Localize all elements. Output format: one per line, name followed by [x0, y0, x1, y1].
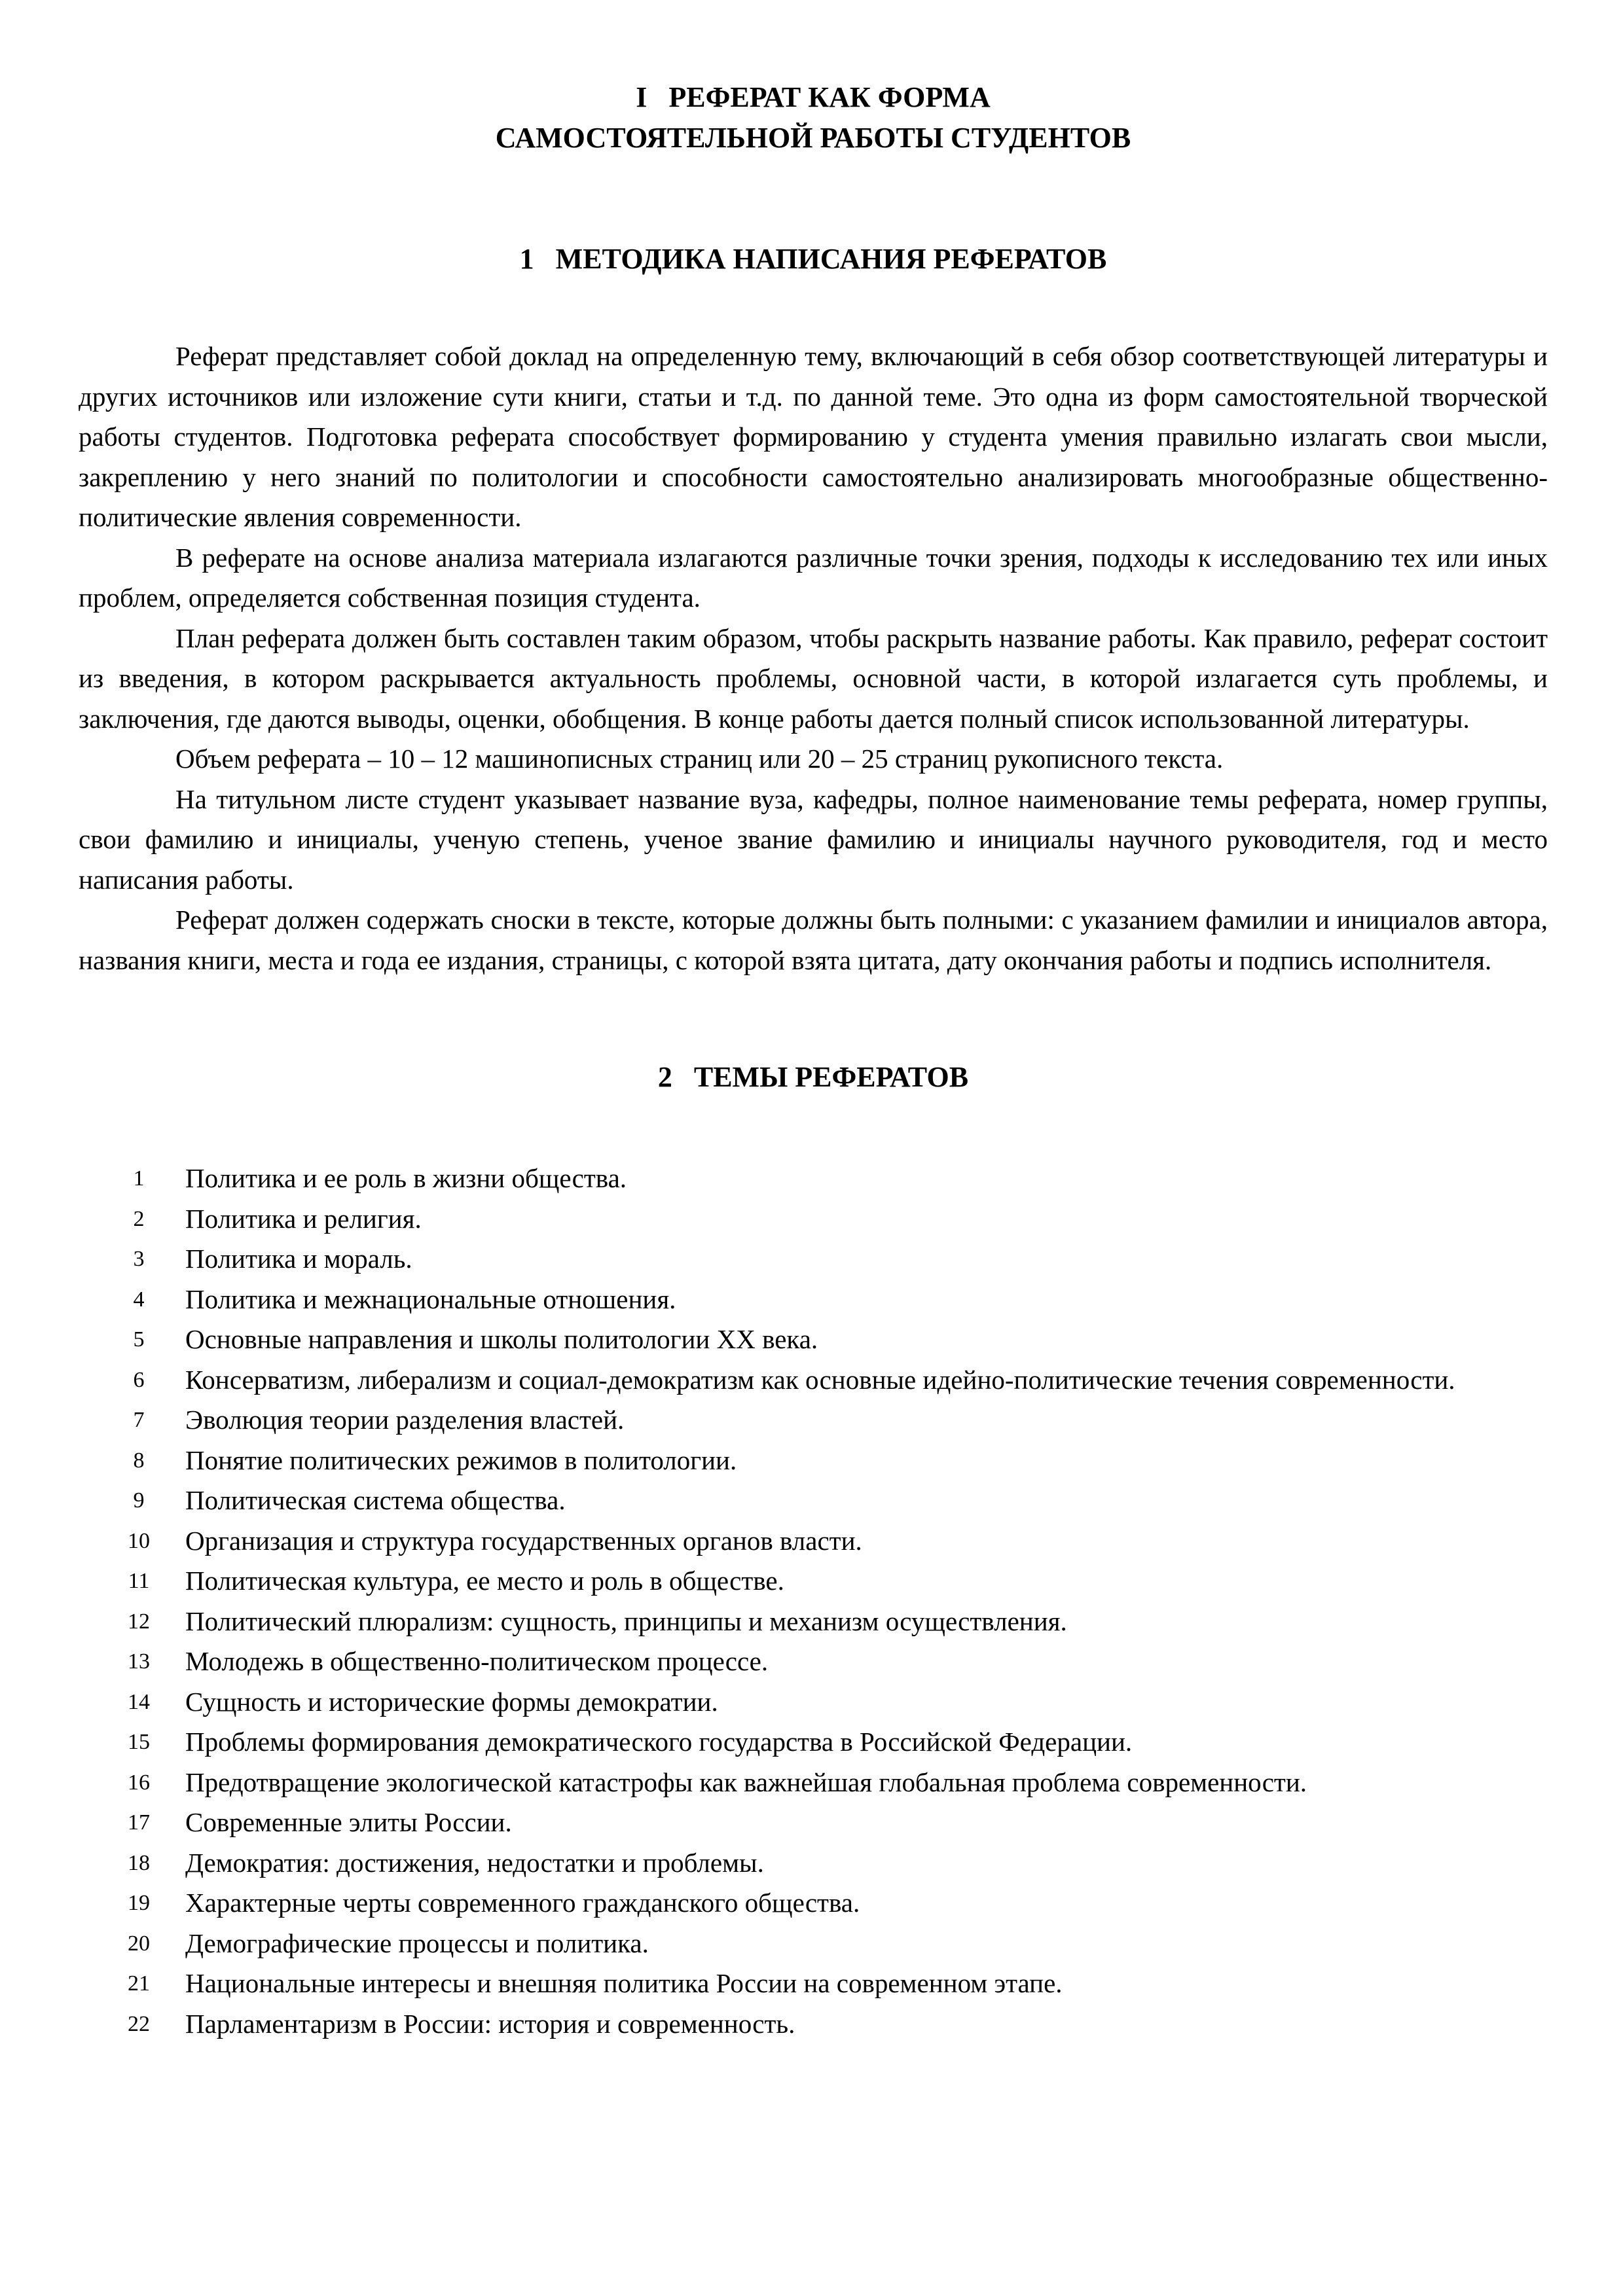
list-item — [79, 1964, 1548, 2004]
topic-number: 8 — [133, 1448, 145, 1473]
topic-text: Предотвращение экологической катастрофы как важнейшая глобальная проблема современности. — [185, 1767, 1307, 1797]
paragraph: Объем реферата – 10 – 12 машинописных страниц или 20 – 25 страниц рукописного текста. — [175, 744, 1224, 774]
topic-text: Демографические процессы и политика. — [185, 1928, 649, 1958]
topic-text: Демократия: достижения, недостатки и проблемы. — [185, 1847, 764, 1878]
topic-number: 2 — [133, 1206, 145, 1231]
paragraph: В реферате на основе анализа материала излагаются различные точки зрения, подходы к исследованию тех или иных проблем, определяется собственная позиция студента. — [79, 542, 1548, 613]
topic-number: 3 — [133, 1247, 145, 1271]
chapter-title — [79, 77, 1548, 158]
paragraph: На титульном листе студент указывает название вуза, кафедры, полное наименование темы реферата, номер группы, свои фамилию и инициалы, ученую степень, ученое звание фамилию и инициалы научного руководителя, год и место написания работы. — [79, 783, 1548, 895]
list-item — [79, 1199, 1548, 1240]
topic-number: 22 — [128, 2011, 150, 2036]
topic-text: Политика и ее роль в жизни общества. — [185, 1163, 627, 1193]
list-item — [79, 1400, 1548, 1441]
paragraph: Реферат представляет собой доклад на определенную тему, включающий в себя обзор соответствующей литературы и других источников или изложение сути книги, статьи и т.д. по данной теме. Это одна из форм самостоятельной творческой работы студентов. Подготовка реферата способствует формированию у студента умения правильно излагать свои мысли, закреплению у него знаний по политологии и способности самостоятельно анализировать многообразные общественно-политические явления современности. — [79, 341, 1548, 532]
topic-text: Политика и религия. — [185, 1203, 422, 1234]
topic-number: 13 — [128, 1649, 150, 1674]
topic-text: Сущность и исторические формы демократии. — [185, 1686, 718, 1717]
topic-number: 20 — [128, 1931, 150, 1956]
list-item — [79, 1924, 1548, 1964]
topic-number: 18 — [128, 1850, 150, 1875]
topic-text: Молодежь в общественно-политическом процессе. — [185, 1646, 769, 1676]
topic-text: Политическая система общества. — [185, 1485, 566, 1515]
section-1-title: 1 МЕТОДИКА НАПИСАНИЯ РЕФЕРАТОВ — [519, 243, 1107, 275]
document-page — [79, 77, 1548, 2054]
topic-text: Характерные черты современного гражданского общества. — [185, 1888, 860, 1918]
topic-number: 15 — [128, 1730, 150, 1754]
list-item — [79, 1480, 1548, 1521]
topic-number: 21 — [128, 1971, 150, 1996]
topic-number: 7 — [133, 1408, 145, 1432]
topic-text: Проблемы формирования демократического государства в Российской Федерации. — [185, 1727, 1133, 1757]
section-2-title: 2 ТЕМЫ РЕФЕРАТОВ — [657, 1061, 969, 1093]
topic-number: 4 — [133, 1287, 145, 1312]
topic-number: 19 — [128, 1891, 150, 1915]
topic-number: 16 — [128, 1770, 150, 1795]
topic-number: 12 — [128, 1609, 150, 1634]
topic-text: Понятие политических режимов в политологии. — [185, 1444, 737, 1475]
topic-number: 10 — [128, 1528, 150, 1553]
topic-number: 11 — [128, 1569, 150, 1593]
topic-text: Национальные интересы и внешняя политика России на современном этапе. — [185, 1968, 1063, 1998]
list-item — [79, 1319, 1548, 1360]
list-item — [79, 1158, 1548, 1199]
chapter-title-line-1: I РЕФЕРАТ КАК ФОРМА — [636, 81, 991, 113]
topic-text: Консерватизм, либерализм и социал-демократизм как основные идейно-политические течения современности. — [185, 1364, 1455, 1395]
list-item — [79, 1602, 1548, 1642]
paragraph: Реферат должен содержать сноски в тексте, которые должны быть полными: с указанием фамилии и инициалов автора, названия книги, места и года ее издания, страницы, с которой взята цитата, дату окончания работы и подпись исполнителя. — [79, 905, 1548, 975]
topic-list — [79, 1158, 1548, 2044]
topic-text: Политический плюрализм: сущность, принципы и механизм осуществления. — [185, 1605, 1067, 1636]
list-item — [79, 1682, 1548, 1723]
list-item — [79, 1521, 1548, 1562]
section-1-body — [79, 336, 1548, 980]
topic-text: Парламентаризм в России: история и современность. — [185, 2008, 795, 2039]
topic-text: Современные элиты России. — [185, 1807, 512, 1837]
list-item — [79, 1843, 1548, 1884]
list-item — [79, 1641, 1548, 1682]
topic-text: Эволюция теории разделения властей. — [185, 1405, 625, 1435]
topic-number: 6 — [133, 1367, 145, 1392]
chapter-title-line-2: САМОСТОЯТЕЛЬНОЙ РАБОТЫ СТУДЕНТОВ — [495, 122, 1131, 154]
list-item — [79, 1883, 1548, 1924]
topic-text: Политика и межнациональные отношения. — [185, 1283, 676, 1314]
list-item — [79, 1280, 1548, 1320]
paragraph: План реферата должен быть составлен таким образом, чтобы раскрыть название работы. Как правило, реферат состоит из введения, в котором раскрывается актуальность проблемы, основной части, в которой излагается суть проблемы, и заключения, где даются выводы, оценки, обобщения. В конце работы дается полный список использованной литературы. — [79, 622, 1548, 734]
topic-number: 17 — [128, 1810, 150, 1835]
list-item — [79, 1360, 1548, 1401]
topic-text: Организация и структура государственных органов власти. — [185, 1525, 862, 1556]
topic-number: 1 — [133, 1166, 145, 1191]
list-item — [79, 1239, 1548, 1280]
list-item — [79, 1441, 1548, 1481]
list-item — [79, 1561, 1548, 1602]
list-item — [79, 1763, 1548, 1803]
topic-number: 5 — [133, 1327, 145, 1352]
topic-number: 14 — [128, 1689, 150, 1714]
topic-text: Основные направления и школы политологии XX века. — [185, 1324, 818, 1354]
topic-text: Политика и мораль. — [185, 1244, 412, 1274]
list-item — [79, 2004, 1548, 2045]
topic-text: Политическая культура, ее место и роль в обществе. — [185, 1566, 784, 1596]
list-item — [79, 1803, 1548, 1843]
topic-number: 9 — [133, 1488, 145, 1513]
list-item — [79, 1722, 1548, 1763]
